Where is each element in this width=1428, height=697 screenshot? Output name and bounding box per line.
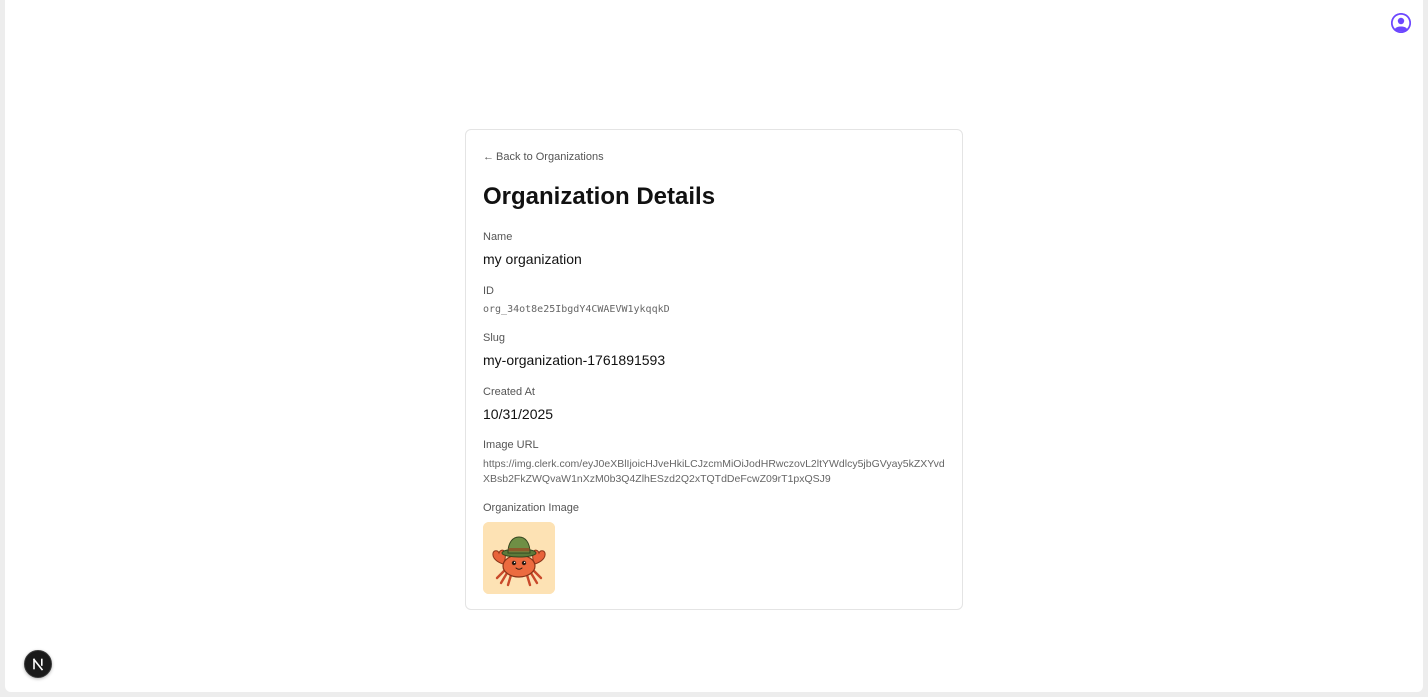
back-to-organizations-link[interactable] (483, 150, 604, 164)
back-link-label: Back to Organizations (496, 151, 604, 163)
back-arrow-icon: ← (483, 151, 494, 163)
created-at-label: Created At (483, 386, 535, 398)
nextjs-devtools-badge[interactable] (24, 650, 52, 678)
organization-details-card (465, 129, 963, 610)
id-value: org_34ot8e25IbgdY4CWAEVW1ykqqkD (483, 304, 670, 315)
slug-value: my-organization-1761891593 (483, 352, 666, 368)
name-value: my organization (483, 251, 582, 267)
slug-label: Slug (483, 332, 506, 344)
image-url-value: https://img.clerk.com/eyJ0eXBlIjoicHJveHkiLCJzcmMiOiJodHRwczovL2ltYWdlcy5jbGVyay5kZXYvdXBsb2FkZWQvaW1nXzM0b3Q4ZlhESzd2Q2xTQTdDeFcwZ09rT1pxQSJ9 (483, 458, 945, 485)
nextjs-logo-icon (25, 651, 51, 677)
id-label: ID (483, 285, 494, 297)
name-label: Name (483, 231, 513, 243)
user-avatar-button[interactable] (1391, 13, 1411, 33)
created-at-value: 10/31/2025 (483, 406, 554, 422)
organization-image-label: Organization Image (483, 502, 579, 514)
browser-viewport (5, 0, 1423, 692)
page-title: Organization Details (483, 183, 716, 210)
organization-image (483, 522, 555, 594)
crab-logo-icon (483, 522, 555, 594)
user-avatar-icon (1391, 13, 1411, 33)
image-url-label: Image URL (483, 439, 539, 451)
